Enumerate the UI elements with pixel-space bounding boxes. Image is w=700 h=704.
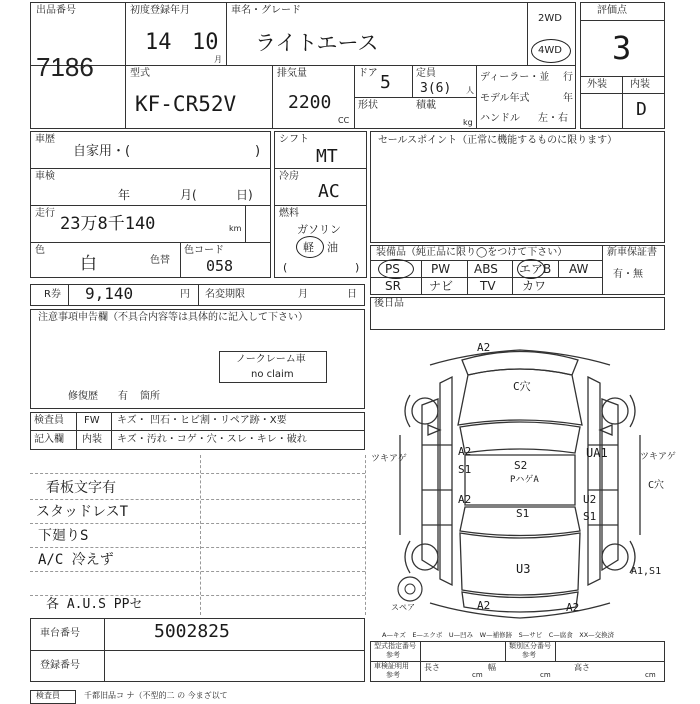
sales-point-block — [370, 131, 665, 243]
drive-2wd: 2WD — [538, 13, 562, 24]
comment-3: 下廻りS — [38, 528, 89, 544]
equip-abs: ABS — [474, 262, 498, 276]
displacement-label: 排気量 — [277, 68, 307, 79]
mark-rear-hatch: U3 — [516, 562, 531, 576]
color-label: 色 — [35, 245, 45, 256]
equip-leather: カワ — [522, 279, 547, 293]
cat-label: 類別区分番号 — [509, 642, 551, 650]
equipment-label: 装備品（純正品に限り◯をつけて下さい） — [376, 247, 568, 258]
equip-tv: TV — [480, 279, 496, 293]
doors-value: 5 — [380, 72, 391, 93]
chassis-value: 5002825 — [154, 621, 230, 642]
mark-hood: C穴 — [513, 380, 531, 393]
person-unit: 人 — [466, 86, 474, 95]
handle-opts: 左・右 — [538, 113, 568, 124]
repair-label: 修復歴 — [68, 391, 98, 402]
fuel-paren-r: ) — [355, 261, 360, 274]
color-value: 白 — [80, 254, 97, 274]
mark-roof-paint: PハゲA — [510, 475, 539, 485]
comment-5: 各 A.U.S PPセ — [46, 597, 143, 612]
footer-label: 検査員 — [36, 691, 60, 700]
doors-label: ドア — [358, 68, 378, 79]
name-change-label: 名変期限 — [205, 289, 245, 300]
inspector-label: 検査員 — [34, 415, 64, 426]
shift-label: シフト — [279, 134, 309, 145]
rating-label: 評価点 — [597, 5, 627, 16]
cat-ref: 参考 — [522, 651, 536, 659]
fuel-paren-l: ( — [283, 261, 288, 274]
first-reg-month: 10 — [192, 30, 219, 55]
after-goods-block — [370, 297, 665, 330]
equip-ps: PS — [385, 262, 400, 276]
equip-navi: ナビ — [429, 279, 454, 293]
dealer-label: ディーラー・並 — [480, 72, 550, 83]
year-label: 年 — [118, 188, 131, 202]
reg-label: 登録番号 — [40, 660, 80, 671]
height-cm: cm — [645, 671, 656, 679]
mileage-value: 23万8千140 — [60, 214, 156, 234]
mark-left-front-door-s: S1 — [458, 463, 472, 476]
kg-unit: kg — [463, 118, 473, 127]
km-unit: km — [229, 224, 242, 233]
mileage-label: 走行 — [35, 208, 55, 219]
model-value: KF-CR52V — [135, 92, 237, 116]
type-label: 型式指定番号 — [374, 642, 416, 650]
dealer-end: 行 — [563, 72, 573, 83]
notes-label: 注意事項申告欄（不具合内容等は具体的に記入して下さい） — [38, 312, 308, 323]
no-claim-en: no claim — [251, 369, 294, 380]
length-cm: cm — [472, 671, 483, 679]
mark-roof-s: S2 — [514, 459, 528, 472]
cc-unit: CC — [338, 116, 350, 125]
car-name-label: 車名・グレード — [231, 5, 301, 16]
lot-no-label: 出品番号 — [36, 5, 76, 16]
spare-label: スペア — [391, 603, 415, 612]
shift-value: MT — [316, 146, 338, 167]
ac-value: AC — [318, 181, 340, 202]
model-label: 型式 — [130, 68, 150, 79]
type-ref: 参考 — [386, 651, 400, 659]
mark-right-front-door: UA1 — [586, 446, 608, 460]
equip-sr: SR — [385, 279, 401, 293]
footer-text: 千都旧品コ ナ（不型的二 の 今まざ以て — [84, 691, 228, 700]
r-value: 9,140 — [85, 284, 134, 303]
repair-value: 有 — [118, 391, 128, 402]
rating-value: 3 — [612, 29, 632, 67]
width-label: 幅 — [488, 663, 496, 672]
mark-right-rear-door-u: U2 — [583, 493, 597, 506]
warranty-label: 新車保証書 — [607, 247, 657, 258]
month-unit: 月 — [214, 55, 222, 64]
legend-text: A—キズ E—エクボ U—凹み W—補修跡 S—サビ C—腐食 XX—交換済 — [382, 631, 615, 639]
load-label: 積載 — [416, 100, 436, 111]
model-year-end: 年 — [563, 93, 573, 104]
warranty-value: 有・無 — [613, 269, 643, 280]
color-change-label: 色替 — [150, 255, 170, 266]
mark-right-push-up: ツキアゲ — [640, 452, 676, 462]
interior-label: 内装 — [630, 79, 650, 90]
mark-left-rear-door: A2 — [458, 493, 472, 506]
interior-grade: D — [636, 99, 647, 120]
color-code-label: 色コード — [184, 245, 224, 256]
fw-text: キズ・ 凹石・ヒビ割・リペア跡・X要 — [117, 415, 287, 426]
cert-ref: 参考 — [386, 671, 400, 679]
fuel-label: 燃料 — [279, 208, 299, 219]
mark-rear-bumper-right: A2 — [566, 601, 580, 614]
displacement-value: 2200 — [288, 92, 332, 113]
capacity-label: 定員 — [416, 68, 436, 79]
inspection-label: 車検 — [35, 171, 55, 182]
month-label: 月( — [180, 188, 197, 202]
int-label: 内装 — [82, 434, 102, 445]
mark-right-hole: C穴 — [648, 480, 665, 491]
repair-loc: 箇所 — [140, 391, 160, 402]
width-cm: cm — [540, 671, 551, 679]
car-name: ライトエース — [255, 31, 379, 55]
ac-label: 冷房 — [279, 171, 299, 182]
height-label: 高さ — [574, 663, 590, 672]
first-reg-year: 14 — [145, 30, 172, 55]
mark-left-push-up: ツキアゲ — [371, 454, 407, 464]
drive-4wd: 4WD — [538, 45, 562, 56]
comment-1: 看板文字有 — [46, 480, 116, 496]
cert-label: 車検証明用 — [374, 662, 409, 670]
equip-pw: PW — [431, 262, 451, 276]
fuel-gas: ガソリン — [297, 223, 341, 236]
shape-label: 形状 — [358, 100, 378, 111]
history-value: 自家用・( — [73, 144, 131, 159]
history-label: 車歴 — [35, 134, 55, 145]
r-yen: 円 — [180, 289, 190, 300]
lot-no: 7186 — [36, 52, 94, 82]
fuel-oil: 油 — [327, 241, 338, 254]
name-change-day: 日 — [347, 289, 357, 300]
after-goods-label: 後日品 — [374, 298, 404, 309]
r-label: R券 — [44, 289, 61, 300]
length-label: 長さ — [424, 663, 440, 672]
equip-airbag: エアB — [519, 262, 552, 276]
model-year-label: モデル年式 — [480, 93, 530, 104]
color-code-value: 058 — [206, 257, 234, 275]
no-claim-jp: ノークレーム車 — [236, 354, 306, 365]
fw-label: FW — [84, 415, 100, 426]
int-text: キズ・汚れ・コゲ・穴・スレ・キレ・破れ — [117, 434, 307, 445]
sales-point-label: セールスポイント（正常に機能するものに限ります） — [378, 135, 618, 146]
mark-rear-bumper-left: A2 — [477, 599, 491, 612]
handle-label: ハンドル — [480, 113, 520, 124]
name-change-month: 月 — [298, 289, 308, 300]
comment-4: A/C 冷えず — [38, 552, 114, 568]
mark-left-front-door-a: A2 — [458, 445, 472, 458]
first-reg-label: 初度登録年月 — [130, 5, 190, 16]
capacity-value: 3(6) — [420, 81, 452, 96]
mark-rear-glass: S1 — [516, 507, 530, 520]
comment-2: スタッドレスT — [36, 504, 129, 520]
mark-right-rear-door-s: S1 — [583, 510, 597, 523]
fuel-light: 軽 — [303, 241, 314, 254]
mark-front-bumper: A2 — [477, 341, 491, 354]
history-close: ) — [255, 144, 261, 159]
day-label: 日) — [236, 188, 253, 202]
entry-label: 記入欄 — [34, 434, 64, 445]
exterior-label: 外装 — [587, 79, 607, 90]
equip-aw: AW — [569, 262, 589, 276]
chassis-label: 車台番号 — [40, 628, 80, 639]
mark-right-rear-corner: A1,S1 — [631, 566, 662, 577]
